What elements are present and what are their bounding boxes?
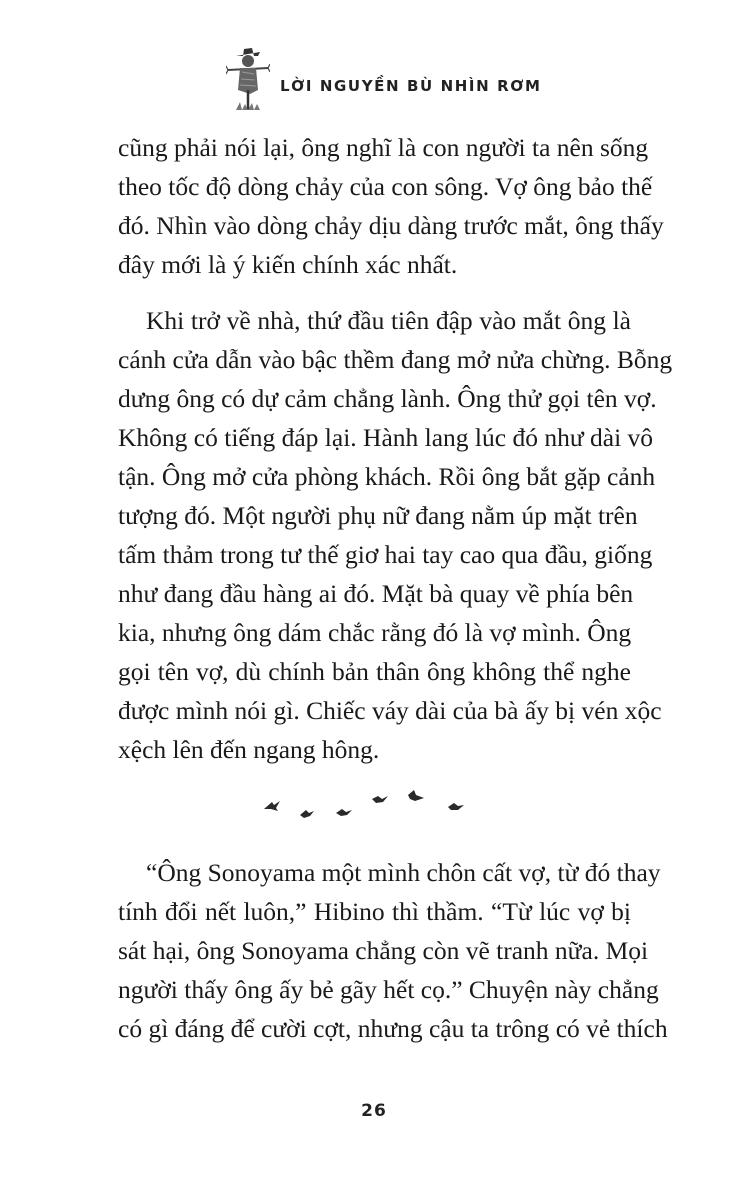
running-header: [226, 42, 541, 112]
text-line: cánh cửa dẫn vào bậc thềm đang mở nửa chừng. Bỗng: [118, 345, 673, 374]
text-line: Khi trở về nhà, thứ đầu tiên đập vào mắt ông là: [146, 306, 631, 335]
text-line: gọi tên vợ, dù chính bản thân ông không thể nghe: [118, 657, 631, 686]
text-line: kia, nhưng ông dám chắc rằng đó là vợ mình. Ông: [118, 618, 632, 647]
page-number: 26: [361, 1101, 387, 1121]
text-line: dưng ông có dự cảm chẳng lành. Ông thử gọi tên vợ.: [118, 384, 657, 413]
text-line: theo tốc độ dòng chảy của con sông. Vợ ông bảo thế: [118, 172, 653, 201]
text-line: tận. Ông mở cửa phòng khách. Rồi ông bắt gặp cảnh: [118, 462, 656, 491]
paragraph-3: [118, 853, 668, 1048]
text-line: người thấy ông ấy bẻ gãy hết cọ.” Chuyện này chẳng: [118, 975, 659, 1004]
paragraph-1: [118, 128, 664, 284]
text-line: được mình nói gì. Chiếc váy dài của bà ấy bị vén xộc: [118, 696, 662, 725]
text-line: như đang đầu hàng ai đó. Mặt bà quay về phía bên: [118, 579, 634, 608]
text-line: đây mới là ý kiến chính xác nhất.: [118, 250, 458, 279]
text-line: tính đổi nết luôn,” Hibino thì thầm. “Từ lúc vợ bị: [118, 897, 631, 926]
text-line: Không có tiếng đáp lại. Hành lang lúc đó như dài vô: [118, 423, 654, 452]
text-line: tượng đó. Một người phụ nữ đang nằm úp mặt trên: [118, 501, 638, 530]
text-line: có gì đáng để cười cợt, nhưng cậu ta trông có vẻ thích: [118, 1014, 668, 1043]
text-line: xệch lên đến ngang hông.: [118, 735, 380, 764]
flying-birds-icon: [258, 785, 468, 825]
text-line: tấm thảm trong tư thế giơ hai tay cao qua đầu, giống: [118, 540, 653, 569]
scarecrow-icon: [226, 44, 270, 110]
text-line: “Ông Sonoyama một mình chôn cất vợ, từ đó thay: [146, 858, 661, 887]
header-title: LỜI NGUYỀN BÙ NHÌN RƠM: [280, 77, 542, 95]
text-line: đó. Nhìn vào dòng chảy dịu dàng trước mắt, ông thấy: [118, 211, 664, 240]
text-line: sát hại, ông Sonoyama chẳng còn vẽ tranh nữa. Mọi: [118, 936, 649, 965]
text-line: cũng phải nói lại, ông nghĩ là con người ta nên sống: [118, 133, 649, 162]
paragraph-2: [118, 301, 673, 769]
